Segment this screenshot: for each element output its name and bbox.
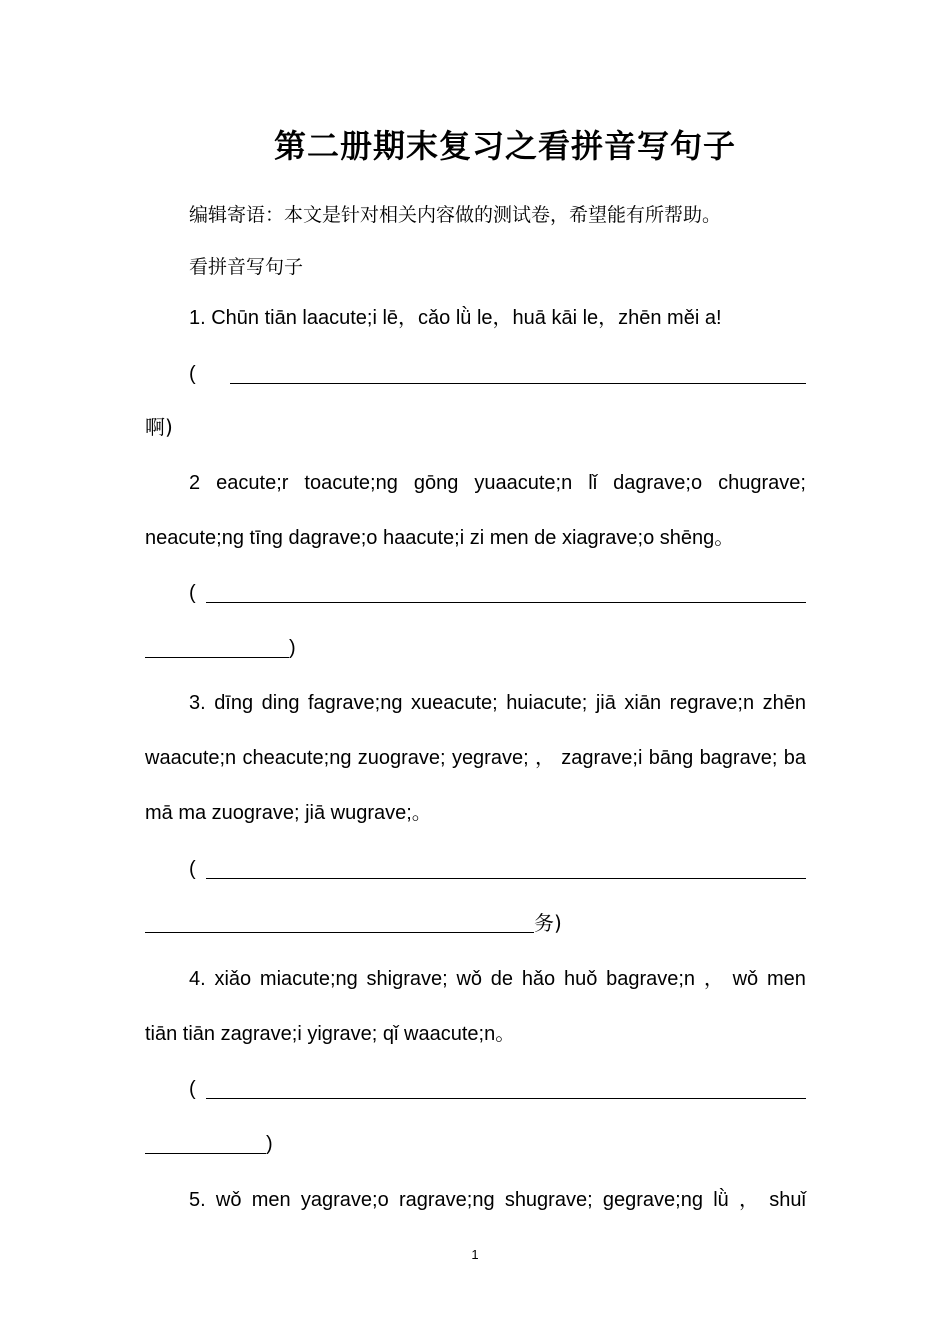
open-paren: (	[189, 363, 196, 385]
answer-blank[interactable]	[206, 878, 806, 879]
pinyin-word: xiān	[624, 692, 662, 714]
pinyin-word: zhēn	[762, 692, 806, 714]
question-4-pinyin-line-1	[145, 964, 806, 994]
page-number: 1	[471, 1247, 479, 1262]
section-heading: 看拼音写句子	[189, 256, 304, 278]
pinyin-word: gōng	[413, 472, 459, 494]
pinyin-word: wǒ	[456, 968, 483, 990]
intro-paragraph: 编辑寄语：本文是针对相关内容做的测试卷，希望能有所帮助。	[189, 204, 722, 226]
answer-blank[interactable]	[145, 657, 289, 658]
pinyin-word: wǒ	[215, 1189, 242, 1211]
pinyin-word: yuaacute;n	[474, 472, 573, 494]
pinyin-word: ragrave;ng	[398, 1189, 495, 1211]
question-2-pinyin-line-2: neacute;ng tīng dagrave;o haacute;i zi men de xiagrave;o shēng。	[145, 527, 735, 549]
pinyin-word: shigrave;	[366, 968, 448, 990]
answer-blank[interactable]	[206, 602, 806, 603]
pinyin-word: fagrave;ng	[307, 692, 403, 714]
pinyin-word: xueacute;	[410, 692, 498, 714]
pinyin-word: ba	[783, 747, 806, 769]
pinyin-word: waacute;n	[145, 747, 237, 769]
pinyin-word: shuǐ	[769, 1189, 806, 1211]
pinyin-word: bagrave;	[699, 747, 778, 769]
question-2-answer-line-2	[145, 633, 806, 663]
answer-blank[interactable]	[206, 1098, 806, 1099]
pinyin-word: bāng	[648, 747, 694, 769]
answer-close: )	[266, 1133, 273, 1155]
pinyin-word: 3.	[189, 692, 206, 714]
pinyin-word: zagrave;i	[561, 747, 643, 769]
pinyin-word: regrave;n	[669, 692, 755, 714]
open-paren: (	[189, 582, 196, 604]
answer-close: 啊)	[145, 415, 173, 439]
pinyin-word: bagrave;n	[606, 968, 696, 990]
answer-blank[interactable]	[145, 932, 534, 933]
pinyin-word: dīng	[214, 692, 254, 714]
answer-close: 务)	[534, 911, 562, 935]
pinyin-word: 5.	[189, 1189, 206, 1211]
answer-close: )	[289, 637, 296, 659]
question-2-answer-line-1	[145, 578, 806, 608]
question-4-pinyin-line-2: tiān tiān zagrave;i yigrave; qǐ waacute;n。	[145, 1023, 516, 1045]
answer-blank[interactable]	[230, 383, 806, 384]
pinyin-word: lǐ	[588, 472, 598, 494]
pinyin-word: hǎo	[521, 968, 556, 990]
open-paren: (	[189, 858, 196, 880]
pinyin-word: huiacute;	[506, 692, 588, 714]
pinyin-word: de	[490, 968, 514, 990]
pinyin-word: shugrave;	[504, 1189, 593, 1211]
pinyin-word: miacute;ng	[259, 968, 358, 990]
pinyin-word: ，	[739, 1189, 760, 1211]
question-1-answer-line-2	[145, 412, 806, 442]
pinyin-word: ，	[703, 968, 724, 990]
pinyin-word: wǒ	[732, 968, 759, 990]
pinyin-word: gegrave;ng	[602, 1189, 703, 1211]
pinyin-word: huǒ	[563, 968, 598, 990]
question-3-pinyin-line-1	[145, 688, 806, 718]
pinyin-word: chugrave;	[718, 472, 806, 494]
pinyin-word: zuograve;	[357, 747, 446, 769]
question-3-answer-line-1	[145, 854, 806, 884]
pinyin-word: 2	[189, 472, 201, 494]
pinyin-word: men	[251, 1189, 291, 1211]
question-1-answer-line-1	[145, 359, 806, 389]
pinyin-word: ding	[261, 692, 300, 714]
open-paren: (	[189, 1078, 196, 1100]
pinyin-word: jiā	[595, 692, 616, 714]
pinyin-word: dagrave;o	[613, 472, 703, 494]
pinyin-word: eacute;r	[216, 472, 289, 494]
pinyin-word: yegrave;	[451, 747, 529, 769]
pinyin-word: ，	[534, 747, 555, 769]
answer-blank[interactable]	[145, 1153, 266, 1154]
question-3-pinyin-line-2	[145, 743, 806, 773]
pinyin-word: yagrave;o	[300, 1189, 389, 1211]
pinyin-word: toacute;ng	[304, 472, 398, 494]
question-3-answer-line-2	[145, 908, 806, 938]
question-2-pinyin-line-1	[145, 468, 806, 498]
question-4-answer-line-1	[145, 1074, 806, 1104]
question-4-answer-line-2	[145, 1129, 806, 1159]
page-title: 第二册期末复习之看拼音写句子	[273, 127, 736, 165]
question-5-pinyin-line-1	[145, 1185, 806, 1215]
pinyin-word: 4.	[189, 968, 206, 990]
pinyin-word: lǜ	[713, 1189, 729, 1211]
question-3-pinyin-line-3: mā ma zuograve; jiā wugrave;。	[145, 802, 432, 824]
pinyin-word: cheacute;ng	[242, 747, 352, 769]
pinyin-word: xiǎo	[214, 968, 252, 990]
question-1-pinyin: 1. Chūn tiān laacute;i lē，cǎo lǜ le，huā kāi le，zhēn měi a!	[189, 307, 722, 329]
pinyin-word: men	[766, 968, 806, 990]
